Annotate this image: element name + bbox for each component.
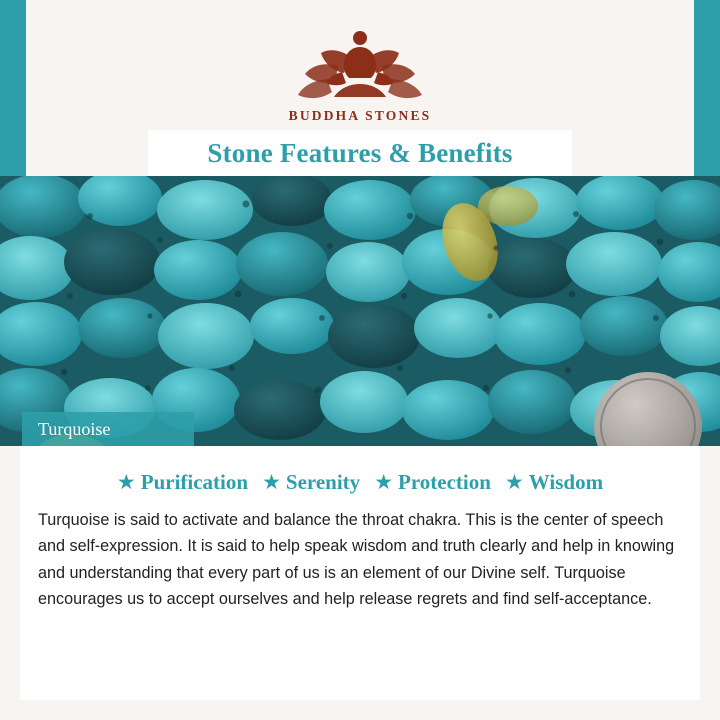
benefit-label: Purification [140,470,249,494]
benefit-item [374,470,491,495]
benefit-label: Protection [398,470,491,494]
brand-block [0,22,720,124]
benefit-label: Wisdom [528,470,604,494]
star-icon: ★ [504,471,524,494]
hero-image [0,176,720,446]
star-icon: ★ [374,471,394,494]
content-card [20,446,700,700]
footer-strip [0,700,720,720]
page-title: Stone Features & Benefits [207,137,513,168]
hero-caption [22,412,194,446]
benefits-row [20,446,700,495]
benefit-item [117,470,248,495]
benefit-item [262,470,360,495]
brand-name: BUDDHA STONES [288,108,432,123]
benefit-label: Serenity [285,470,361,494]
turquoise-stones-illustration [0,176,720,446]
page-title-band [148,130,572,176]
benefit-item [505,470,603,495]
lotus-meditation-icon [280,22,440,104]
hero-caption-label: Turquoise [38,418,111,439]
description-text: Turquoise is said to activate and balance the throat chakra. This is the center of speech and self-expression. It is said to help speak wisdom and truth clearly and help in knowing and understanding that every part of us is an element of our Divine self. Turquoise encourages us to accept ourselves and help release regrets and find self-acceptance. [38,511,675,609]
star-icon: ★ [116,471,136,494]
star-icon: ★ [262,471,281,494]
